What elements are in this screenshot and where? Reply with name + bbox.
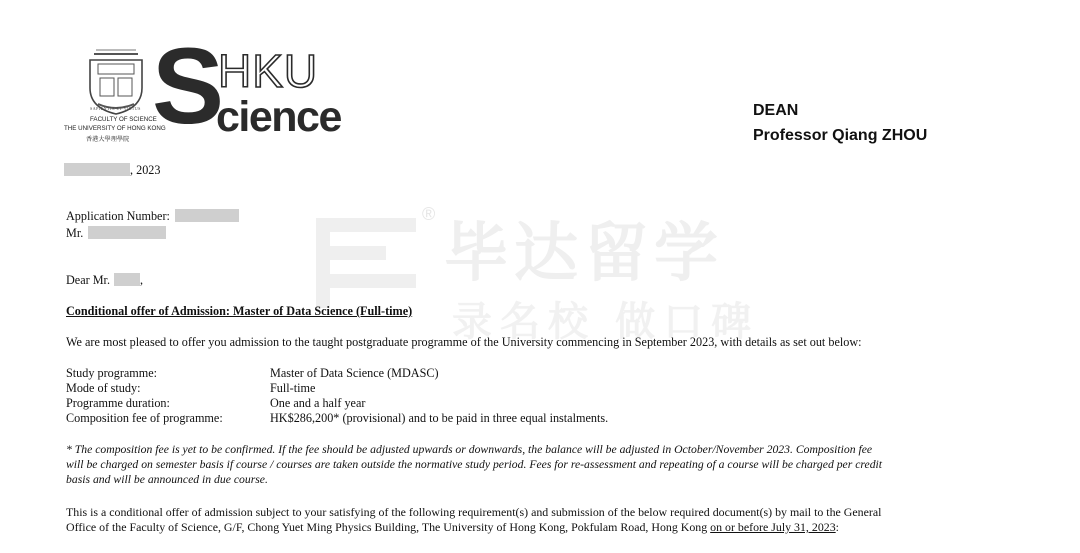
- conditional-line: [66, 520, 1026, 535]
- watermark-line1: 毕达留学: [444, 217, 724, 289]
- greeting-prefix: Dear Mr.: [66, 273, 110, 287]
- dean-title: DEAN: [753, 102, 799, 119]
- redacted-greeting-name: [114, 273, 140, 286]
- conditional-line-end: :: [835, 520, 839, 534]
- greeting: [66, 273, 143, 288]
- crest-motto: SAPIENTIA ET VIRTUS: [90, 106, 141, 111]
- detail-label: Mode of study:: [66, 381, 141, 395]
- brand-cience: cience: [216, 93, 341, 141]
- conditional-line-text: Office of the Faculty of Science, G/F, Chong Yuet Ming Physics Building, The University of Hong Kong, Pokfulam Road, Hong Kong: [66, 520, 711, 534]
- fee-note-line: will be charged on semester basis if course / courses are taken outside the normative study period. Fees for re-assessment and repeating of a course will be charged per credit: [66, 458, 883, 471]
- faculty-logo: [64, 25, 344, 148]
- fee-note-line: * The composition fee is yet to be confirmed. If the fee should be adjusted upwards or downwards, the balance will be adjusted in October/November 2023. Composition fee: [66, 443, 873, 456]
- conditional-deadline: on or before July 31, 2023: [710, 520, 836, 534]
- detail-label: Programme duration:: [66, 396, 170, 410]
- fee-note: [66, 442, 1026, 487]
- salutation-prefix: Mr.: [66, 226, 84, 240]
- detail-label: Composition fee of programme:: [66, 411, 223, 425]
- watermark: [312, 200, 782, 344]
- offer-subject: Conditional offer of Admission: Master of Data Science (Full-time): [66, 304, 413, 318]
- chinese-line: 香港大學理學院: [86, 136, 130, 143]
- detail-value: Master of Data Science (MDASC): [270, 366, 439, 380]
- application-number: [66, 209, 239, 224]
- redacted-application-number: [175, 209, 239, 222]
- dean-name: Professor Qiang ZHOU: [753, 127, 928, 144]
- letter-date: [64, 163, 160, 178]
- redacted-date: [64, 163, 130, 176]
- detail-value: One and a half year: [270, 396, 366, 410]
- brand-s: S: [152, 25, 225, 146]
- date-suffix: , 2023: [130, 163, 161, 177]
- greeting-suffix: ,: [140, 273, 144, 287]
- redacted-name: [88, 226, 166, 239]
- university-line: THE UNIVERSITY OF HONG KONG: [64, 125, 166, 132]
- detail-value: HK$286,200* (provisional) and to be paid in three equal instalments.: [270, 411, 609, 425]
- intro-paragraph: We are most pleased to offer you admission to the taught postgraduate programme of the University commencing in September 2023, with details as set out below:: [66, 335, 862, 349]
- watermark-registered: ®: [422, 204, 436, 224]
- watermark-line2: 录名校 做口碑: [452, 300, 760, 344]
- detail-value: Full-time: [270, 381, 316, 395]
- fee-note-line: basis and will be announced in due course.: [66, 473, 268, 486]
- application-label: Application Number:: [66, 209, 170, 223]
- faculty-line: FACULTY OF SCIENCE: [90, 116, 157, 123]
- detail-label: Study programme:: [66, 366, 158, 380]
- brand-hku: HKU: [218, 45, 319, 97]
- conditional-line: This is a conditional offer of admission subject to your satisfying of the following requirement(s) and submission of the below required document(s) by mail to the General: [66, 505, 882, 519]
- conditional-paragraph: [66, 505, 1026, 535]
- recipient-name: [66, 226, 166, 241]
